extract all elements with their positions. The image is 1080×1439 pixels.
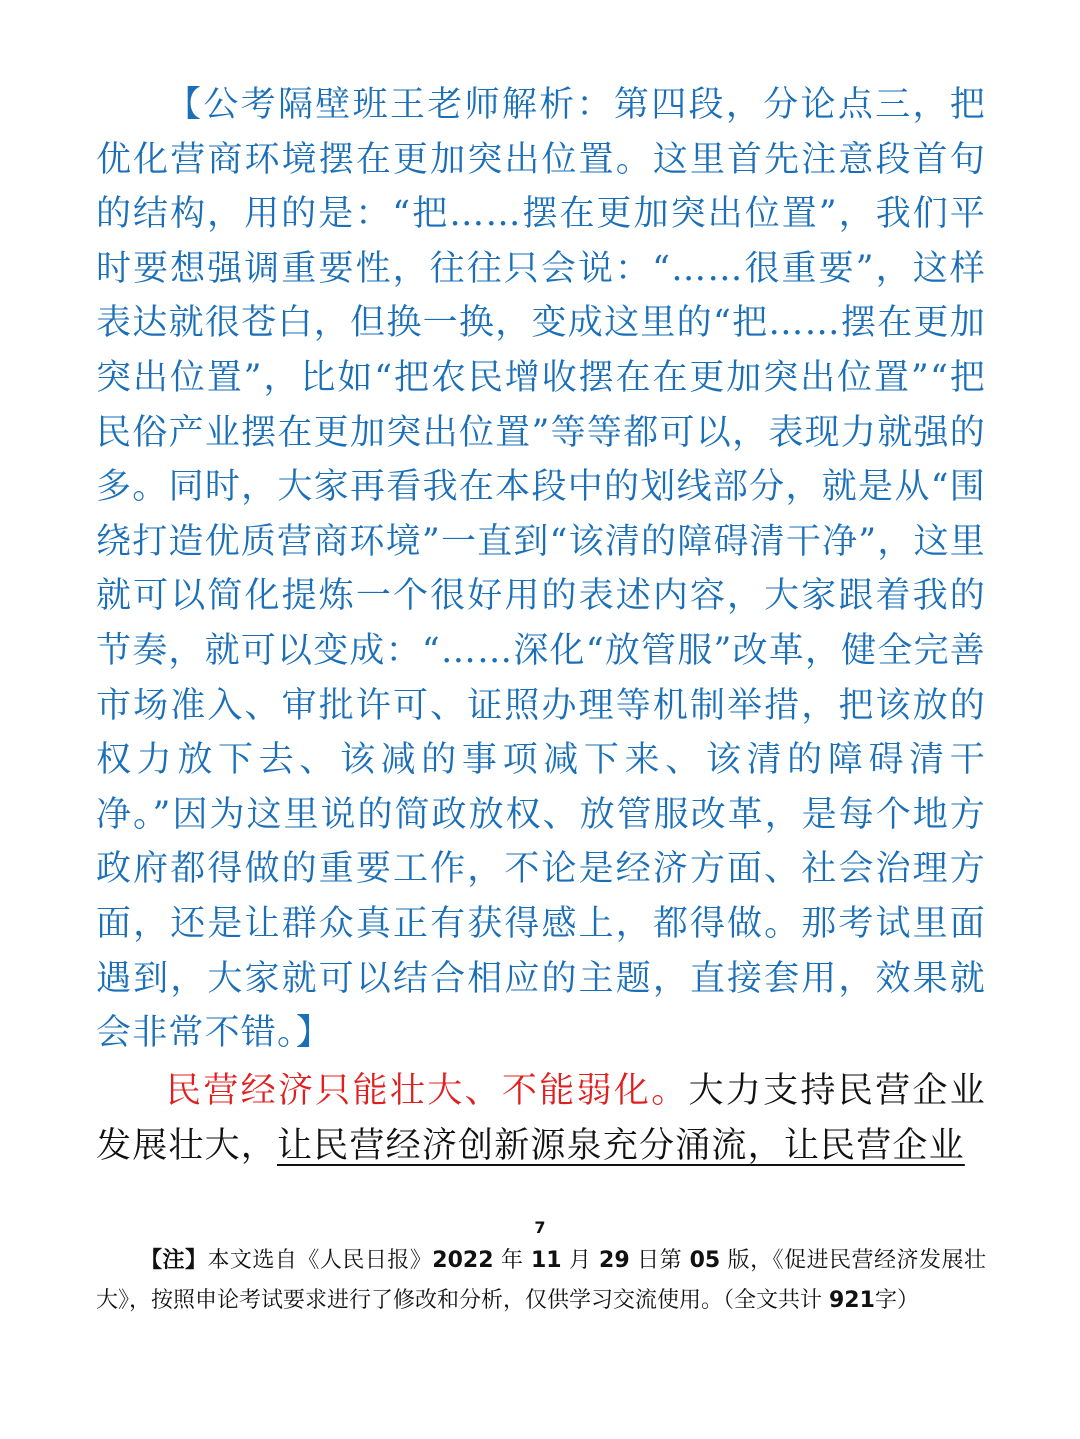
note-text-4: 日第	[629, 1248, 690, 1273]
underlined-text: 让民营经济创新源泉充分涌流，让民营企业	[277, 1125, 965, 1166]
note-text-3: 月	[561, 1248, 600, 1273]
body-plain-text: 大力支持民营企业发展壮大，	[96, 1071, 986, 1166]
note-word-count: 921	[829, 1288, 875, 1313]
note-label: 【注】	[140, 1248, 208, 1273]
red-heading-sentence: 民营经济只能壮大、不能弱化。	[166, 1071, 689, 1111]
note-year: 2022	[432, 1248, 494, 1273]
teacher-analysis-paragraph	[96, 78, 986, 1061]
body-paragraph	[96, 1064, 986, 1173]
analysis-text: 【公考隔壁班王老师解析：第四段，分论点三，把优化营商环境摆在更加突出位置。这里首先注意段首句的结构，用的是：“把……摆在更加突出位置”，我们平时要想强调重要性，往往只会说：“……很重要”，这样表达就很苍白，但换一换，变成这里的“把……摆在更加突出位置”，比如“把农民增收摆在在更加突出位置”“把民俗产业摆在更加突出位置”等等都可以，表现力就强的多。同时，大家再看我在本段中的划线部分，就是从“围绕打造优质营商环境”一直到“该清的障碍清干净”，这里就可以简化提炼一个很好用的表述内容，大家跟着我的节奏，就可以变成：“……深化“放管服”改革，健全完善市场准入、审批许可、证照办理等机制举措，把该放的权力放下去、该减的事项减下来、该清的障碍清干净。”因为这里说的简政放权、放管服改革，是每个地方政府都得做的重要工作，不论是经济方面、社会治理方面，还是让群众真正有获得感上，都得做。那考试里面遇到，大家就可以结合相应的主题，直接套用，效果就会非常不错。】	[96, 85, 986, 1054]
note-text-6: 字）	[874, 1288, 919, 1313]
page-number: 7	[534, 1218, 546, 1237]
note-month: 11	[530, 1248, 562, 1273]
source-note	[96, 1241, 986, 1321]
note-edition: 05	[689, 1248, 721, 1273]
note-text-5: 版，《促进民营经济发展壮大》，按照申论考试要求进行了修改和分析，仅供学习交流使用。（全文共计	[96, 1248, 986, 1313]
note-text-2: 年	[493, 1248, 531, 1273]
note-day: 29	[599, 1248, 630, 1273]
note-text-1: 本文选自《人民日报》	[207, 1248, 433, 1273]
